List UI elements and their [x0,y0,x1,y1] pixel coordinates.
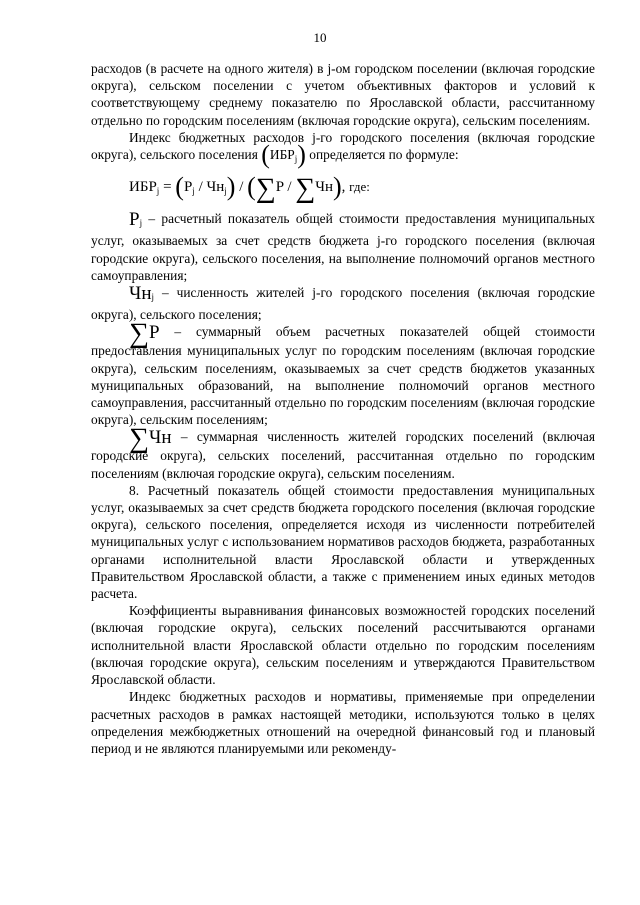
definition-symbol: P [148,322,160,344]
formula-ch: Чн [206,179,225,196]
formula-lhs-sub: j [156,186,160,197]
definition-sum-ch [91,423,595,481]
definition-symbol: Чн [129,283,152,305]
formula-sum-ch: Чн [315,179,333,196]
sigma-symbol: ∑ [129,318,149,350]
definition-symbol: Чн [148,427,172,449]
formula-where: где: [349,179,370,195]
paragraph-continuation: расходов (в расчете на одного жителя) в j-ом городском поселении (включая городские округа), сельском поселении с учетом объективных факторов и условий к соответствующему среднему показателю по Ярославской области, рассчитанному отдельно по городским поселениям (включая городские округа), сельским поселениям. [91,61,595,128]
formula-ibr: $ИБР_j = (P_j / Чн_j) / (\sum P / \sum Чн)$, где: [129,172,370,205]
paragraph-coefficients: Коэффициенты выравнивания финансовых возможностей городских поселений (включая городские округа), сельских поселений рассчитываются органами исполнительной власти Ярославской области отдельно по городским поселениям (включая городские округа), сельским поселениям и утверждаются Правительством Ярославской области. [91,603,595,688]
definition-symbol: P [129,209,140,231]
definition-sum-p [91,318,595,428]
paragraph-index-norms: Индекс бюджетных расходов и нормативы, применяемые при определении расчетных расходов в рамках настоящей методики, используются только в целях определения межбюджетных отношений на очередной финансовый год и плановый период и не являются планируемыми или рекоменду- [91,689,595,756]
definition-text: – численность жителей j-го городского поселения (включая городские округа), сельского поселения; [91,285,595,323]
formula-p: P [183,179,193,196]
intro-tail: определяется по формуле: [309,147,459,163]
sigma-symbol: ∑ [295,173,316,205]
intro-symbol-sub: j [294,154,298,165]
definition-pj: $P_j$ – расчетный показатель общей стоимости предоставления муниципальных услуг, оказываемых за счет средств бюджета j-го городского поселения (включая городские округа), сельского поселения, на выполнение полномочий органов местного самоуправления; [91,209,595,283]
formula-lhs: ИБР [129,179,157,196]
page-number: 10 [313,30,327,45]
paragraph-index-intro: Индекс бюджетных расходов j-го городского поселения (включая городские округа), сельского поселения $(ИБР_j)$ определяется по формуле: [91,129,595,170]
definition-chnj: $Чн_j$ – численность жителей j-го городского поселения (включая городские округа), сельского поселения; [91,283,595,323]
definition-text: – расчетный показатель общей стоимости предоставления муниципальных услуг, оказываемых за счет средств бюджета j-го городского поселения (включая городские округа), сельского поселения, на выполнение полномочий органов местного самоуправления; [91,211,595,283]
sigma-symbol: ∑ [129,423,149,455]
definition-text: – суммарная численность жителей городских поселений (включая городские округа), сельских поселений, рассчитанная отдельно по городским поселениям (включая городские округа), сельским поселениям. [91,429,595,481]
sigma-symbol: ∑ [255,173,276,205]
formula-sum-p: P [275,179,284,196]
intro-symbol: ИБР [269,147,295,163]
formula-equals: = [163,179,172,196]
paragraph-8: 8. Расчетный показатель общей стоимости предоставления муниципальных услуг, оказываемых за счет средств бюджета городского поселения (включая городские округа), сельского поселения, определяется исходя из численности потребителей муниципальных услуг с использованием нормативов расходов бюджета, разработанных органами исполнительной власти Ярославской области и утвержденных Правительством Ярославской области, а также с применением иных единых методов расчета. [91,482,595,602]
definition-text: – суммарный объем расчетных показателей общей стоимости предоставления муниципальных услуг по городским поселениям (включая городские округа), сельским поселениям, оказываемых за счет средств бюджетов указанных муниципальных образований, на выполнение полномочий органов местного самоуправления, рассчитанный отдельно по городским поселениям (включая городские округа), сельским поселениям; [91,324,595,428]
intro-text: Индекс бюджетных расходов j-го городского поселения (включая городские округа), сельского поселения [91,129,595,163]
document-body [91,60,595,757]
